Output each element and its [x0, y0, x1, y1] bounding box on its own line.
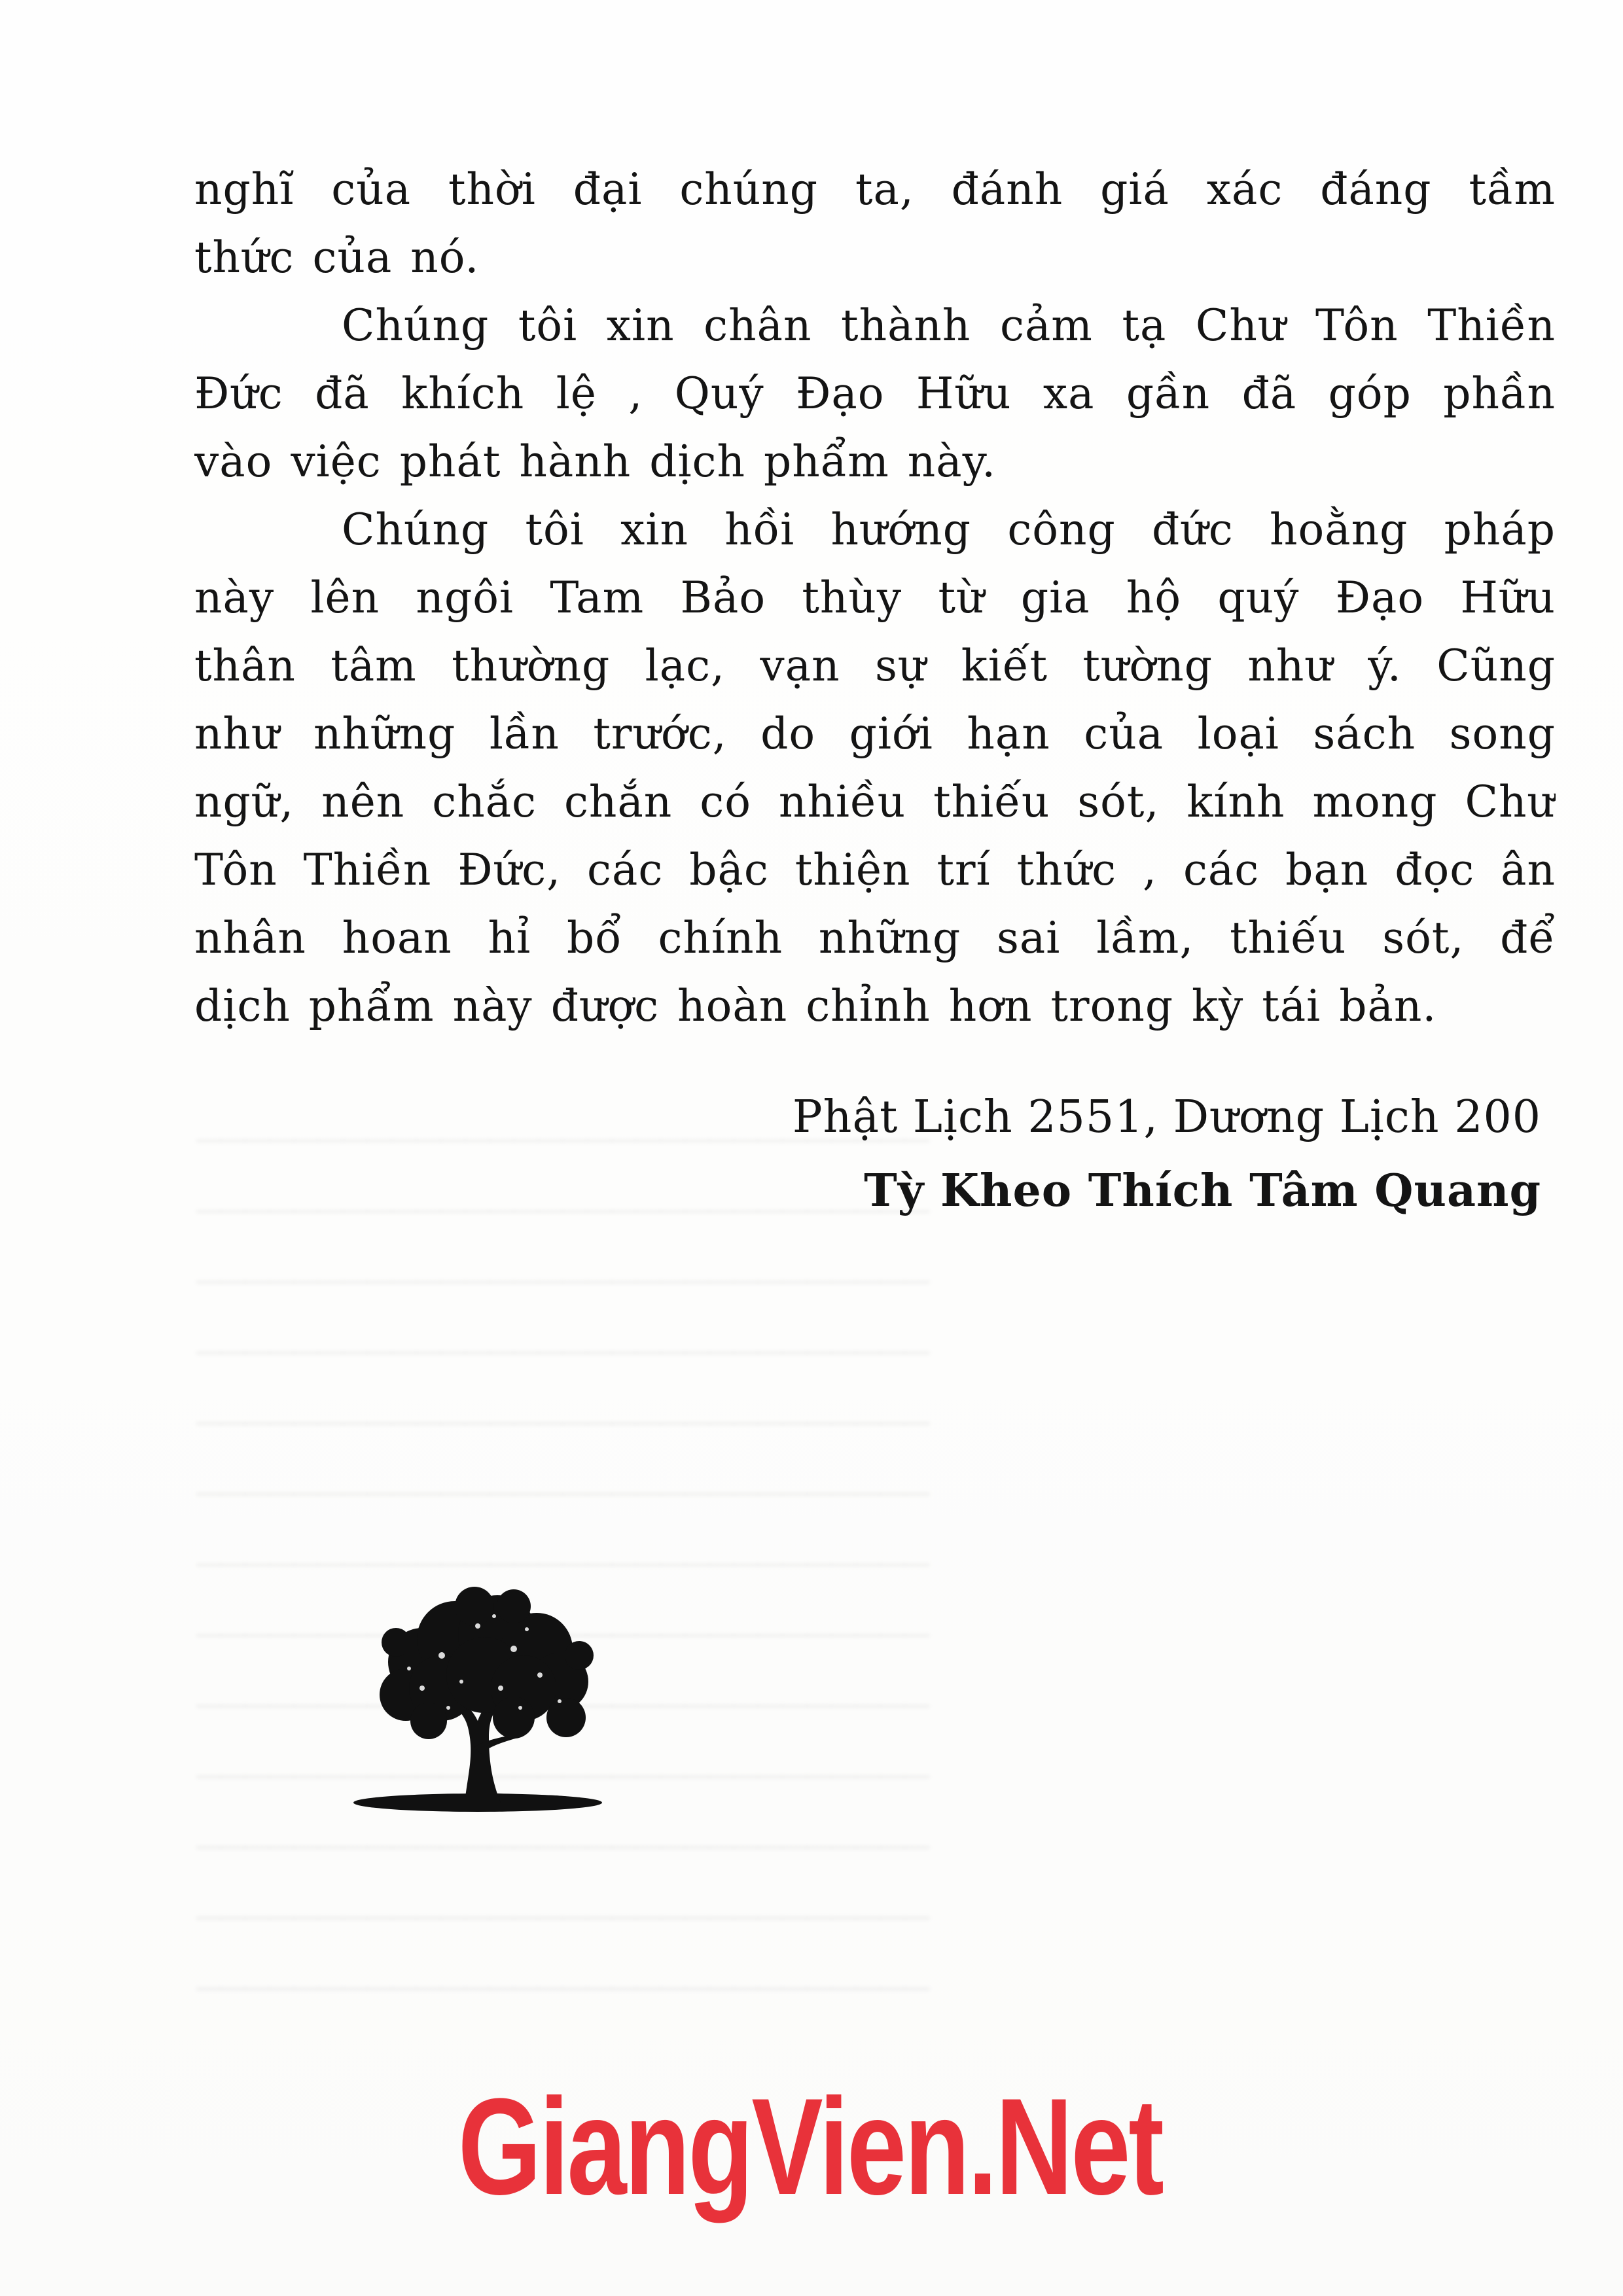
text-line: vào việc phát hành dịch phẩm này. — [194, 436, 997, 487]
text-line: dịch phẩm này được hoàn chỉnh hơn trong kỳ tái bản. — [194, 981, 1437, 1031]
text-line: Chúng tôi xin chân thành cảm tạ Chư Tôn Thiền — [342, 300, 1556, 351]
signature-date: Phật Lịch 2551, Dương Lịch 200 — [792, 1091, 1541, 1143]
text-line: như những lần trước, do giới hạn của loại sách song — [194, 709, 1556, 759]
text-line: Tôn Thiền Đức, các bậc thiện trí thức , các bạn đọc ân — [194, 845, 1556, 895]
signature-author: Tỳ Kheo Thích Tâm Quang — [864, 1165, 1541, 1217]
text-line: này lên ngôi Tam Bảo thùy từ gia hộ quý Đạo Hữu — [194, 573, 1556, 623]
text-line: Đức đã khích lệ , Quý Đạo Hữu xa gần đã góp phần — [194, 368, 1556, 419]
text-line: Chúng tôi xin hồi hướng công đức hoằng pháp — [342, 504, 1556, 555]
watermark-text: GiangVien.Net — [457, 2070, 1162, 2223]
preface-paragraphs — [194, 156, 1556, 1040]
text-line: nhân hoan hỉ bổ chính những sai lầm, thiếu sót, để — [194, 913, 1556, 963]
show-through-texture — [196, 1106, 1558, 2024]
text-line: thân tâm thường lạc, vạn sự kiết tường như ý. Cũng — [194, 641, 1556, 691]
text-line: ngữ, nên chắc chắn có nhiều thiếu sót, kính mong Chư — [194, 777, 1556, 827]
text-line: nghĩ của thời đại chúng ta, đánh giá xác đáng tầm — [194, 164, 1556, 215]
text-line: thức của nó. — [194, 232, 480, 283]
tree-icon — [344, 1577, 618, 1852]
